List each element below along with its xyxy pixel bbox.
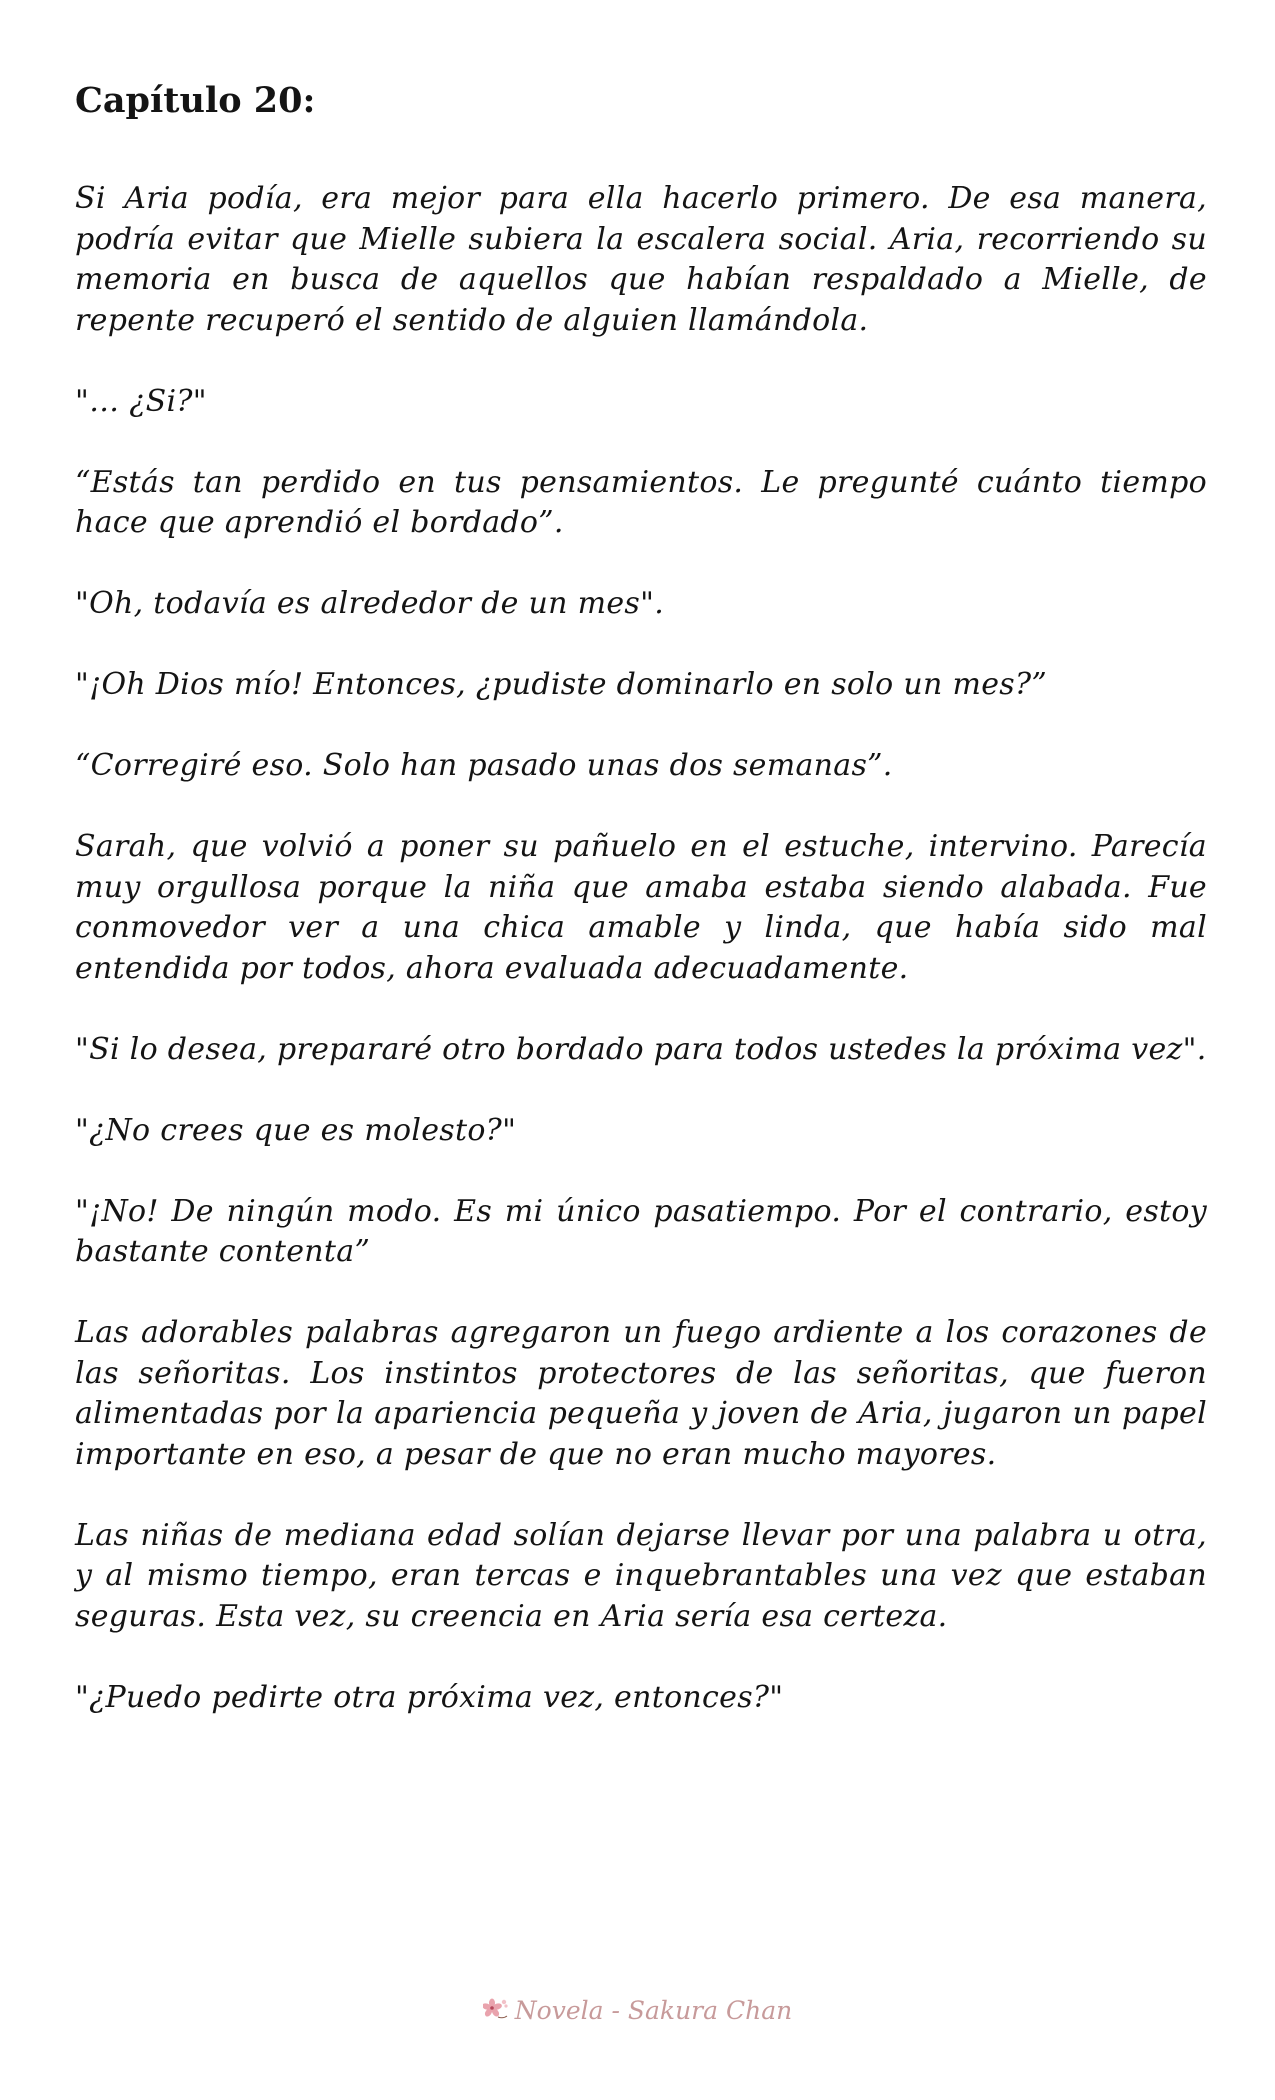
paragraph: "¿Puedo pedirte otra próxima vez, entonces?" xyxy=(75,1679,784,1715)
paragraph: "… ¿Si?" xyxy=(75,383,207,419)
paragraph: Las niñas de mediana edad solían dejarse llevar por una palabra u otra, y al mismo tiempo, eran tercas e inquebrantables una vez que estaban seguras. Esta vez, su creencia en Aria sería esa certeza. xyxy=(75,1517,1207,1634)
chapter-page xyxy=(75,75,1207,1759)
paragraph: "¡No! De ningún modo. Es mi único pasatiempo. Por el contrario, estoy bastante contenta” xyxy=(75,1193,1207,1269)
chapter-title: Capítulo 20: xyxy=(75,80,316,121)
paragraph: Las adorables palabras agregaron un fuego ardiente a los corazones de las señoritas. Los instintos protectores de las señoritas, que fueron alimentadas por la apariencia pequeña y joven de Aria, jugaron un papel importante en eso, a pesar de que no eran mucho mayores. xyxy=(75,1315,1207,1472)
footer-text: Novela - Sakura Chan xyxy=(514,1996,793,2025)
paragraph: "Si lo desea, prepararé otro bordado para todos ustedes la próxima vez". xyxy=(75,1031,1207,1067)
paragraph: Sarah, que volvió a poner su pañuelo en el estuche, intervino. Parecía muy orgullosa porque la niña que amaba estaba siendo alabada. Fue conmovedor ver a una chica amable y linda, que había sido mal entendida por todos, ahora evaluada adecuadamente. xyxy=(75,829,1207,986)
paragraph: “Estás tan perdido en tus pensamientos. Le pregunté cuánto tiempo hace que aprendió el bordado”. xyxy=(75,464,1207,540)
paragraph: "¿No crees que es molesto?" xyxy=(75,1112,517,1148)
paragraph: "Oh, todavía es alrededor de un mes". xyxy=(75,586,665,621)
paragraph: "¡Oh Dios mío! Entonces, ¿pudiste dominarlo en solo un mes?” xyxy=(75,667,1047,702)
sakura-flower-icon xyxy=(483,1997,509,2023)
footer-watermark xyxy=(0,1996,1275,2025)
paragraph: “Corregiré eso. Solo han pasado unas dos semanas”. xyxy=(75,748,893,783)
paragraph: Si Aria podía, era mejor para ella hacerlo primero. De esa manera, podría evitar que Mielle subiera la escalera social. Aria, recorriendo su memoria en busca de aquellos que habían respaldado a Mielle, de repente recuperó el sentido de alguien llamándola. xyxy=(75,181,1207,338)
